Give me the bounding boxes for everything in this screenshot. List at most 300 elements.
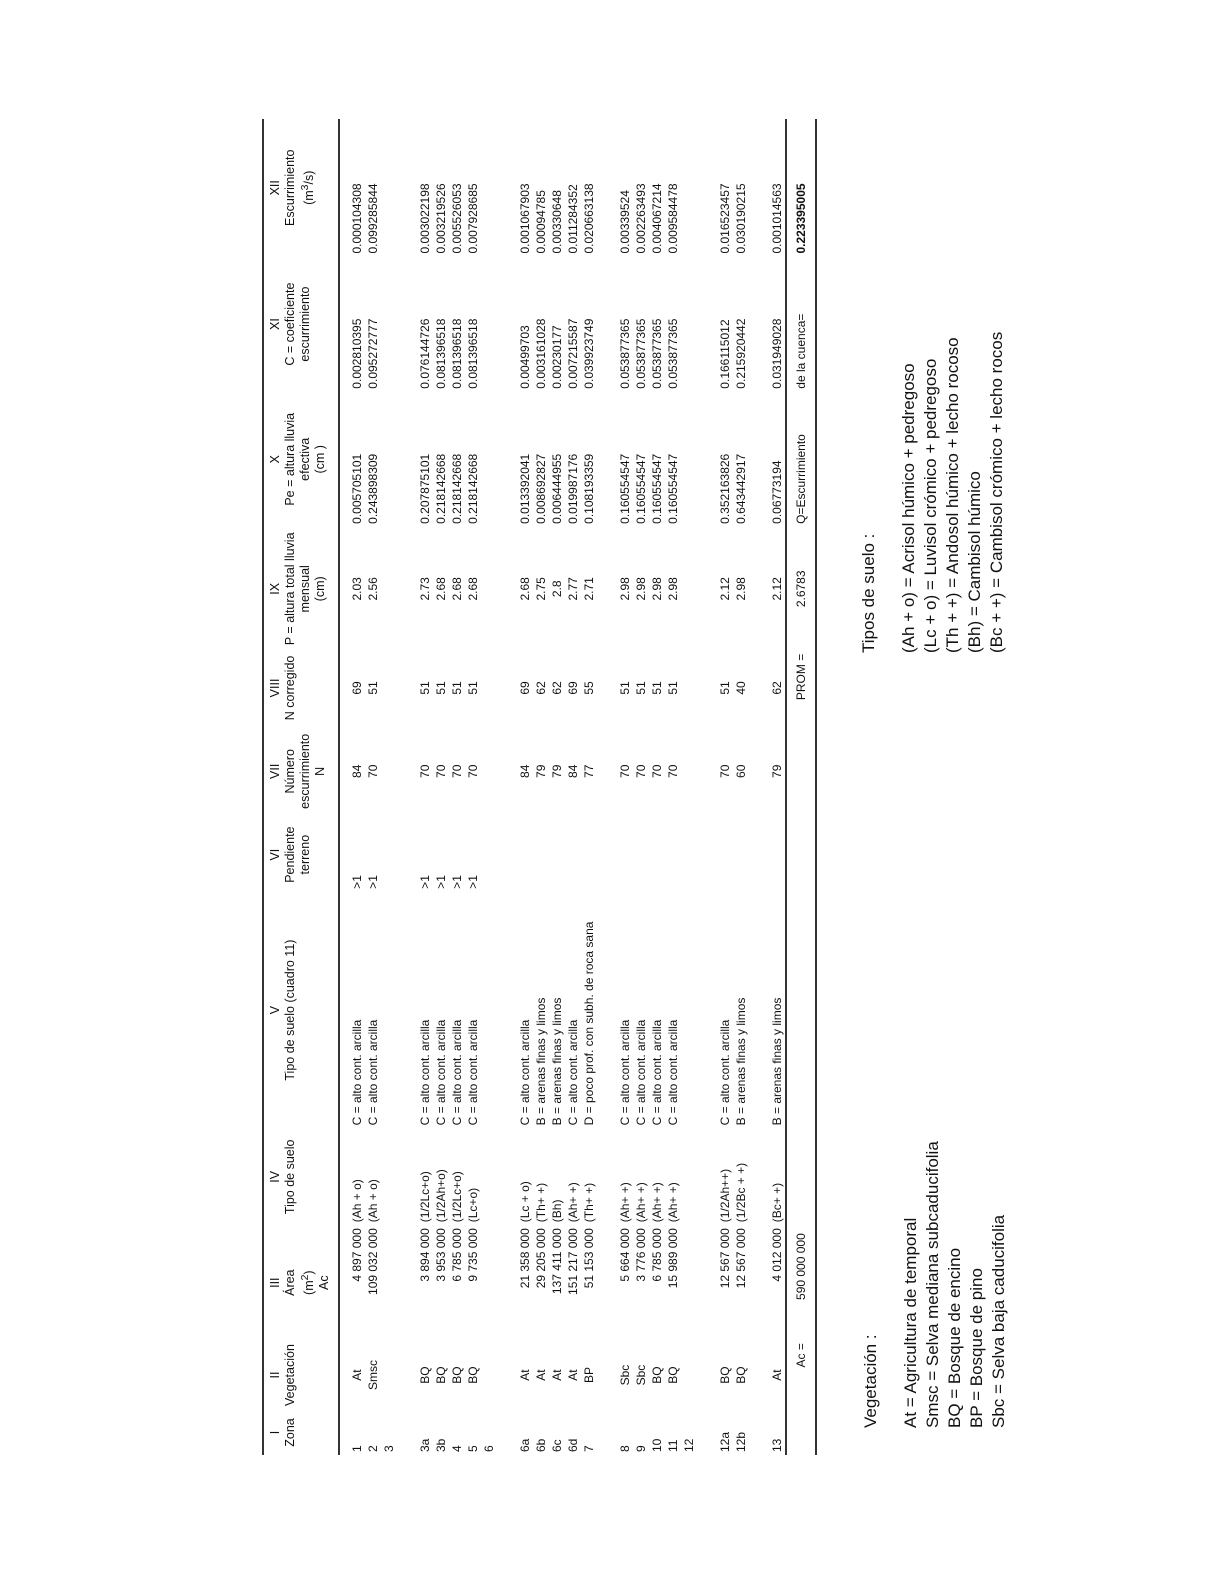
soil-type-cell: (1/2Ah++) [718,1168,733,1223]
column-header [263,1128,339,1225]
spacer-row [497,119,517,1455]
runoff-coefficient-cell: 0.215920442 [734,318,749,389]
runoff-cell: 0.007928685 [466,183,481,254]
soil-type-cell [381,1128,397,1225]
column-label: P = altura total lluvia mensual [283,532,312,646]
runoff-number-cell: 79 [770,764,785,778]
corrected-n-cell: 51 [466,681,481,695]
corrected-n-cell: 51 [634,681,649,695]
column-header [263,892,339,1129]
soil-legend-item: (Lc + o) = Luvisol crómico + pedregoso [921,358,940,653]
vegetation-cell: Smsc [366,1360,381,1391]
soil-class-cell: C = alto cont. arcilla [666,1019,681,1126]
area-cell: 6 785 000 [650,1228,665,1282]
soil-class-cell: B = arenas finas y limos [550,997,565,1126]
zone-cell: 8 [618,1445,633,1452]
slope-cell: >1 [450,875,465,889]
slope-cell [533,817,549,891]
zone-cell: 9 [634,1445,649,1452]
runoff-coefficient-cell: 0.053877365 [618,318,633,389]
unit-text: (m [302,1280,317,1295]
area-cell: 6 785 000 [450,1228,465,1282]
runoff-coefficient-cell [381,257,397,392]
column-header [263,257,339,392]
area-cell: 9 735 000 [466,1228,481,1282]
soil-legend [858,332,1008,653]
zone-cell: 2 [366,1445,381,1452]
runoff-table [262,119,817,1455]
soil-class-cell: C = alto cont. arcilla [650,1019,665,1126]
column-header [263,817,339,891]
table-body [339,119,786,1455]
runoff-coefficient-cell [681,257,697,392]
runoff-cell: 0.030190215 [734,183,749,254]
soil-legend-item: (Ah + o) = Acrisol húmico + pedregoso [899,363,918,653]
slope-cell [681,817,697,891]
rainfall-cell [681,527,697,651]
vegetation-cell: At [350,1369,365,1381]
table-row [381,119,397,1455]
rainfall-cell: 2.98 [634,577,649,601]
soil-type-cell: (Lc + o) [518,1181,533,1223]
table-row [417,119,433,1455]
runoff-cell: 0.003219526 [434,183,449,254]
runoff-number-cell: 84 [566,764,581,778]
soil-type-cell: (Bc+ +) [770,1182,785,1223]
area-cell: 4 897 000 [350,1228,365,1282]
soil-type-cell: (1/2Lc+o) [450,1171,465,1223]
runoff-cell: 0.000104308 [350,183,365,254]
slope-cell [549,817,565,891]
soil-type-cell: (1/2Lc+o) [418,1171,433,1223]
rainfall-cell: 2.98 [734,577,749,601]
column-sublabel: (cm ) [313,445,327,474]
column-number: XI [268,318,282,331]
area-cell: 12 567 000 [734,1228,749,1289]
table-row [465,119,481,1455]
soil-class-cell: C = alto cont. arcilla [634,1019,649,1126]
rainfall-cell: 2.98 [650,577,665,601]
rainfall-cell: 2.68 [518,577,533,601]
effective-rain-cell: 0.160554547 [618,453,633,524]
unit-text: ) [302,1270,317,1275]
unit-exponent: 2 [300,1274,311,1281]
area-cell: 12 567 000 [718,1228,733,1289]
runoff-coefficient-cell: 0.00499703 [518,325,533,389]
runoff-coefficient-cell: 0.081396518 [434,318,449,389]
runoff-coefficient-cell: 0.039923749 [582,318,597,389]
runoff-cell: 0.011284352 [566,184,581,254]
runoff-coefficient-cell: 0.00230177 [550,325,565,389]
soil-class-cell: C = alto cont. arcilla [466,1019,481,1126]
runoff-coefficient-cell: 0.166115012 [718,319,733,389]
vegetation-cell: BQ [450,1366,465,1384]
runoff-coefficient-cell: 0.081396518 [466,318,481,389]
corrected-n-cell: 62 [770,681,785,695]
zone-cell: 6d [566,1438,581,1452]
area-cell: 5 664 000 [618,1228,633,1282]
rainfall-cell: 2.12 [718,577,733,601]
effective-rain-cell [481,392,497,527]
corrected-n-cell: 51 [718,681,733,695]
column-number: V [268,1005,282,1015]
table-row [733,119,749,1455]
runoff-number-cell [481,725,497,817]
rainfall-cell: 2.56 [366,577,381,601]
table-row [365,119,381,1455]
soil-type-cell: (Ah+ +) [566,1182,581,1223]
effective-rain-cell: 0.160554547 [650,453,665,524]
soil-legend-item: (Bc + +) = Cambisol crómico + lecho rocos [987,331,1006,653]
soil-type-cell: (Th+ +) [534,1182,549,1223]
column-label: C = coeficiente escurrimiento [283,282,312,366]
ac-total-value: 590 000 000 [786,1225,816,1340]
table-footer-row [786,119,816,1455]
area-cell: 151 217 000 [566,1228,581,1295]
effective-rain-cell [681,392,697,527]
runoff-cell [381,119,397,257]
effective-rain-cell: 0.06773194 [770,460,785,524]
column-number: VIII [268,678,282,698]
zone-cell: 6a [518,1438,533,1452]
runoff-cell: 0.005526053 [450,183,465,254]
zone-cell: 12b [734,1431,749,1452]
corrected-n-cell: 51 [366,681,381,695]
runoff-coefficient-cell: 0.053877365 [634,318,649,389]
runoff-coefficient-cell [481,257,497,392]
zone-cell: 10 [650,1438,665,1452]
effective-rain-cell [381,392,397,527]
runoff-number-cell: 70 [718,764,733,778]
zone-cell: 6c [550,1439,565,1452]
effective-rain-cell: 0.013392041 [518,453,533,524]
column-unit [298,121,317,255]
spacer-row [749,119,769,1455]
soil-type-cell: (Lc+o) [466,1187,481,1223]
table-row [433,119,449,1455]
soil-class-cell: C = alto cont. arcilla [518,1019,533,1126]
unit-text: /s) [302,170,317,185]
effective-rain-cell: 0.218142668 [450,453,465,524]
unit-exponent: 3 [300,184,311,191]
column-label: Vegetación [283,1344,297,1406]
corrected-n-cell: 51 [450,681,465,695]
runoff-cell [481,119,497,257]
effective-rain-cell: 0.005705101 [350,453,365,524]
area-cell: 21 358 000 [518,1228,533,1289]
corrected-n-cell: 69 [566,681,581,695]
spacer-row [597,119,617,1455]
soil-legend-item: (Th + +) = Andosol húmico + lecho rocoso [943,337,962,653]
vegetation-cell: Sbc [634,1364,649,1386]
corrected-n-cell: 69 [518,681,533,695]
runoff-number-cell: 70 [618,764,633,778]
rainfall-cell: 2.68 [434,577,449,601]
soil-legend-item: (Bh) = Cambisol húmico [965,471,984,653]
table-header-row [263,119,339,1455]
table-row [449,119,465,1455]
vegetation-cell: At [550,1369,565,1381]
soil-class-cell [381,892,397,1129]
runoff-coefficient-cell: 0.007215587 [566,318,581,389]
vegetation-legend [860,1141,1010,1428]
soil-type-cell: (Ah+ +) [650,1182,665,1223]
column-label: Tipo de suelo [283,1139,297,1215]
runoff-cell: 0.009584478 [666,183,681,254]
runoff-coefficient-cell: 0.003161028 [534,318,549,389]
runoff-cell [681,119,697,257]
corrected-n-cell: 51 [666,681,681,695]
area-cell: 4 012 000 [770,1228,785,1282]
soil-type-cell: (Ah + o) [366,1179,381,1223]
column-label: Área [283,1269,297,1296]
zone-cell: 3 [382,1445,397,1452]
column-sublabel: N [313,766,327,776]
area-cell: 51 153 000 [582,1228,597,1289]
corrected-n-cell [381,651,397,725]
table-row [665,119,681,1455]
soil-class-cell [681,892,697,1129]
runoff-cell: 0.002263493 [634,183,649,254]
corrected-n-cell: 62 [534,681,549,695]
soil-class-cell: C = alto cont. arcilla [418,1019,433,1126]
slope-cell [769,817,786,891]
vegetation-cell: BQ [650,1366,665,1384]
rainfall-cell: 2.03 [350,577,365,601]
column-number: II [268,1371,282,1379]
column-number: III [268,1277,282,1288]
runoff-coefficient-cell: 0.002810395 [350,318,365,389]
runoff-number-cell: 70 [434,764,449,778]
slope-cell [665,817,681,891]
vegetation-legend-item: BQ = Bosque de encino [945,1247,964,1428]
runoff-cell: 0.016523457 [718,183,733,254]
runoff-cell: 0.099285844 [366,183,381,254]
column-label: N corregido [283,655,297,721]
zone-cell: 6 [482,1445,497,1452]
spacer-row [697,119,717,1455]
table-row [681,119,697,1455]
column-header [263,725,339,817]
zone-cell: 6b [534,1438,549,1452]
column-header [263,527,339,651]
runoff-number-cell [681,725,697,817]
zone-cell: 4 [450,1445,465,1452]
rainfall-cell [481,527,497,651]
corrected-n-cell: 51 [434,681,449,695]
zone-cell: 11 [666,1439,681,1452]
runoff-coefficient-cell: 0.031949028 [770,318,785,389]
column-header [263,1340,339,1410]
rainfall-cell: 2.77 [566,577,581,601]
column-label: Pe = altura lluvia efectiva [283,412,312,506]
area-cell [481,1225,497,1340]
slope-cell [381,817,397,891]
table-row [533,119,549,1455]
runoff-cell: 0.020663138 [582,183,597,254]
zone-cell: 3b [434,1438,449,1452]
column-label: Escurrimiento [283,149,297,226]
zone-cell: 7 [582,1445,597,1452]
column-label: Zona [283,1418,297,1447]
vegetation-cell: At [770,1369,785,1381]
rainfall-cell: 2.98 [666,577,681,601]
soil-class-cell: C = alto cont. arcilla [450,1019,465,1126]
runoff-number-cell: 70 [450,764,465,778]
rainfall-cell: 2.75 [534,577,549,601]
soil-class-cell: C = alto cont. arcilla [366,1019,381,1126]
runoff-number-cell: 84 [518,764,533,778]
slope-cell: >1 [466,875,481,889]
rainfall-cell: 2.68 [466,577,481,601]
column-number: X [268,455,282,464]
effective-rain-cell: 0.352163826 [718,453,733,524]
prom-value: 2.6783 [786,527,816,651]
soil-class-cell: D = poco prof. con subh. de roca sana [582,921,597,1126]
soil-class-cell: C = alto cont. arcilla [566,1019,581,1126]
area-cell [681,1225,697,1340]
corrected-n-cell [681,651,697,725]
corrected-n-cell: 51 [650,681,665,695]
table-row [549,119,565,1455]
ac-label: Ac = [786,1340,816,1410]
vegetation-cell: BQ [434,1366,449,1384]
effective-rain-cell: 0.008692827 [534,453,549,524]
runoff-number-cell: 70 [634,764,649,778]
column-number: VII [268,763,282,779]
table-row [517,119,533,1455]
slope-cell [481,817,497,891]
q-label: Q=Escurrimiento [786,392,816,527]
table-row [717,119,733,1455]
unit-text: (m [302,190,317,205]
spacer-row [397,119,417,1455]
column-header [263,1410,339,1455]
zone-cell: 13 [770,1438,785,1452]
effective-rain-cell: 0.160554547 [666,453,681,524]
vegetation-cell: At [534,1369,549,1381]
soil-class-cell: C = alto cont. arcilla [718,1019,733,1126]
slope-cell: >1 [418,875,433,889]
effective-rain-cell: 0.218142668 [466,453,481,524]
runoff-number-cell: 70 [418,764,433,778]
slope-cell [717,817,733,891]
soil-class-cell: C = alto cont. arcilla [618,1019,633,1126]
runoff-number-cell: 77 [582,764,597,778]
runoff-number-cell: 70 [650,764,665,778]
table-row [565,119,581,1455]
slope-cell [649,817,665,891]
soil-type-cell: (Ah+ +) [634,1182,649,1223]
column-header [263,119,339,257]
vegetation-cell: At [566,1369,581,1381]
runoff-cell: 0.00330648 [550,190,565,254]
soil-legend-title: Tipos de suelo : [859,533,878,653]
area-cell: 3 776 000 [634,1228,649,1282]
table-row [481,119,497,1455]
corrected-n-cell: 51 [418,681,433,695]
soil-type-cell [481,1128,497,1225]
effective-rain-cell: 0.019987176 [566,453,581,524]
rainfall-cell: 2.68 [450,577,465,601]
runoff-cell: 0.004067214 [650,183,665,254]
vegetation-cell: Sbc [618,1364,633,1386]
table-row [633,119,649,1455]
table-row [649,119,665,1455]
rainfall-cell: 2.98 [618,577,633,601]
runoff-cell: 0.003022198 [418,183,433,254]
q-total-value: 0.223395005 [786,119,816,257]
rainfall-cell: 2.71 [582,577,597,601]
vegetation-legend-title: Vegetación : [861,1334,880,1428]
vegetation-cell: BQ [418,1366,433,1384]
zone-cell: 1 [350,1445,365,1452]
column-number: VI [268,848,282,861]
runoff-number-cell: 79 [534,764,549,778]
rainfall-cell [381,527,397,651]
soil-class-cell: B = arenas finas y limos [534,997,549,1126]
column-header [263,392,339,527]
rainfall-cell: 2.73 [418,577,433,601]
runoff-coefficient-cell: 0.053877365 [650,318,665,389]
area-cell: 3 894 000 [418,1228,433,1282]
soil-class-cell [481,892,497,1129]
column-sublabel: (cm) [313,576,327,602]
runoff-number-cell: 70 [366,764,381,778]
runoff-number-cell: 70 [666,764,681,778]
column-header [263,651,339,725]
column-number: IV [268,1170,282,1183]
effective-rain-cell: 0.108193359 [582,453,597,524]
effective-rain-cell: 0.160554547 [634,453,649,524]
runoff-number-cell [381,725,397,817]
soil-class-cell: B = arenas finas y limos [770,997,785,1126]
effective-rain-cell: 0.243898309 [366,453,381,524]
column-number: IX [268,582,282,595]
column-number: I [268,1430,282,1435]
runoff-number-cell: 70 [466,764,481,778]
prom-label: PROM = [786,651,816,725]
runoff-coefficient-cell: 0.076144726 [418,318,433,389]
runoff-number-cell: 60 [734,764,749,778]
area-cell [381,1225,397,1340]
runoff-cell: 0.001067903 [518,183,533,254]
soil-type-cell: (Ah+ +) [618,1182,633,1223]
corrected-n-cell: 40 [734,681,749,695]
effective-rain-cell: 0.643442917 [734,453,749,524]
vegetation-legend-item: At = Agricultura de temporal [901,1217,920,1428]
runoff-coefficient-cell: 0.095272777 [366,318,381,389]
corrected-n-cell: 55 [582,681,597,695]
slope-cell [633,817,649,891]
runoff-number-cell: 79 [550,764,565,778]
area-cell: 3 953 000 [434,1228,449,1282]
column-label: Número escurrimiento [283,733,312,809]
effective-rain-cell: 0.207875101 [418,453,433,524]
runoff-coefficient-cell: 0.081396518 [450,318,465,389]
effective-rain-cell: 0.218142668 [434,453,449,524]
runoff-coefficient-cell: 0.053877365 [666,318,681,389]
soil-type-cell: (Th+ +) [582,1182,597,1223]
vegetation-cell [381,1340,397,1410]
runoff-cell: 0.00094785 [534,190,549,254]
soil-class-cell: C = alto cont. arcilla [350,1019,365,1126]
area-cell: 109 032 000 [366,1228,381,1295]
soil-type-cell: (1/2Ah+o) [434,1169,449,1223]
column-unit [298,1227,317,1338]
vegetation-cell: BQ [718,1366,733,1384]
column-label: Tipo de suelo (cuadro 11) [283,939,297,1081]
